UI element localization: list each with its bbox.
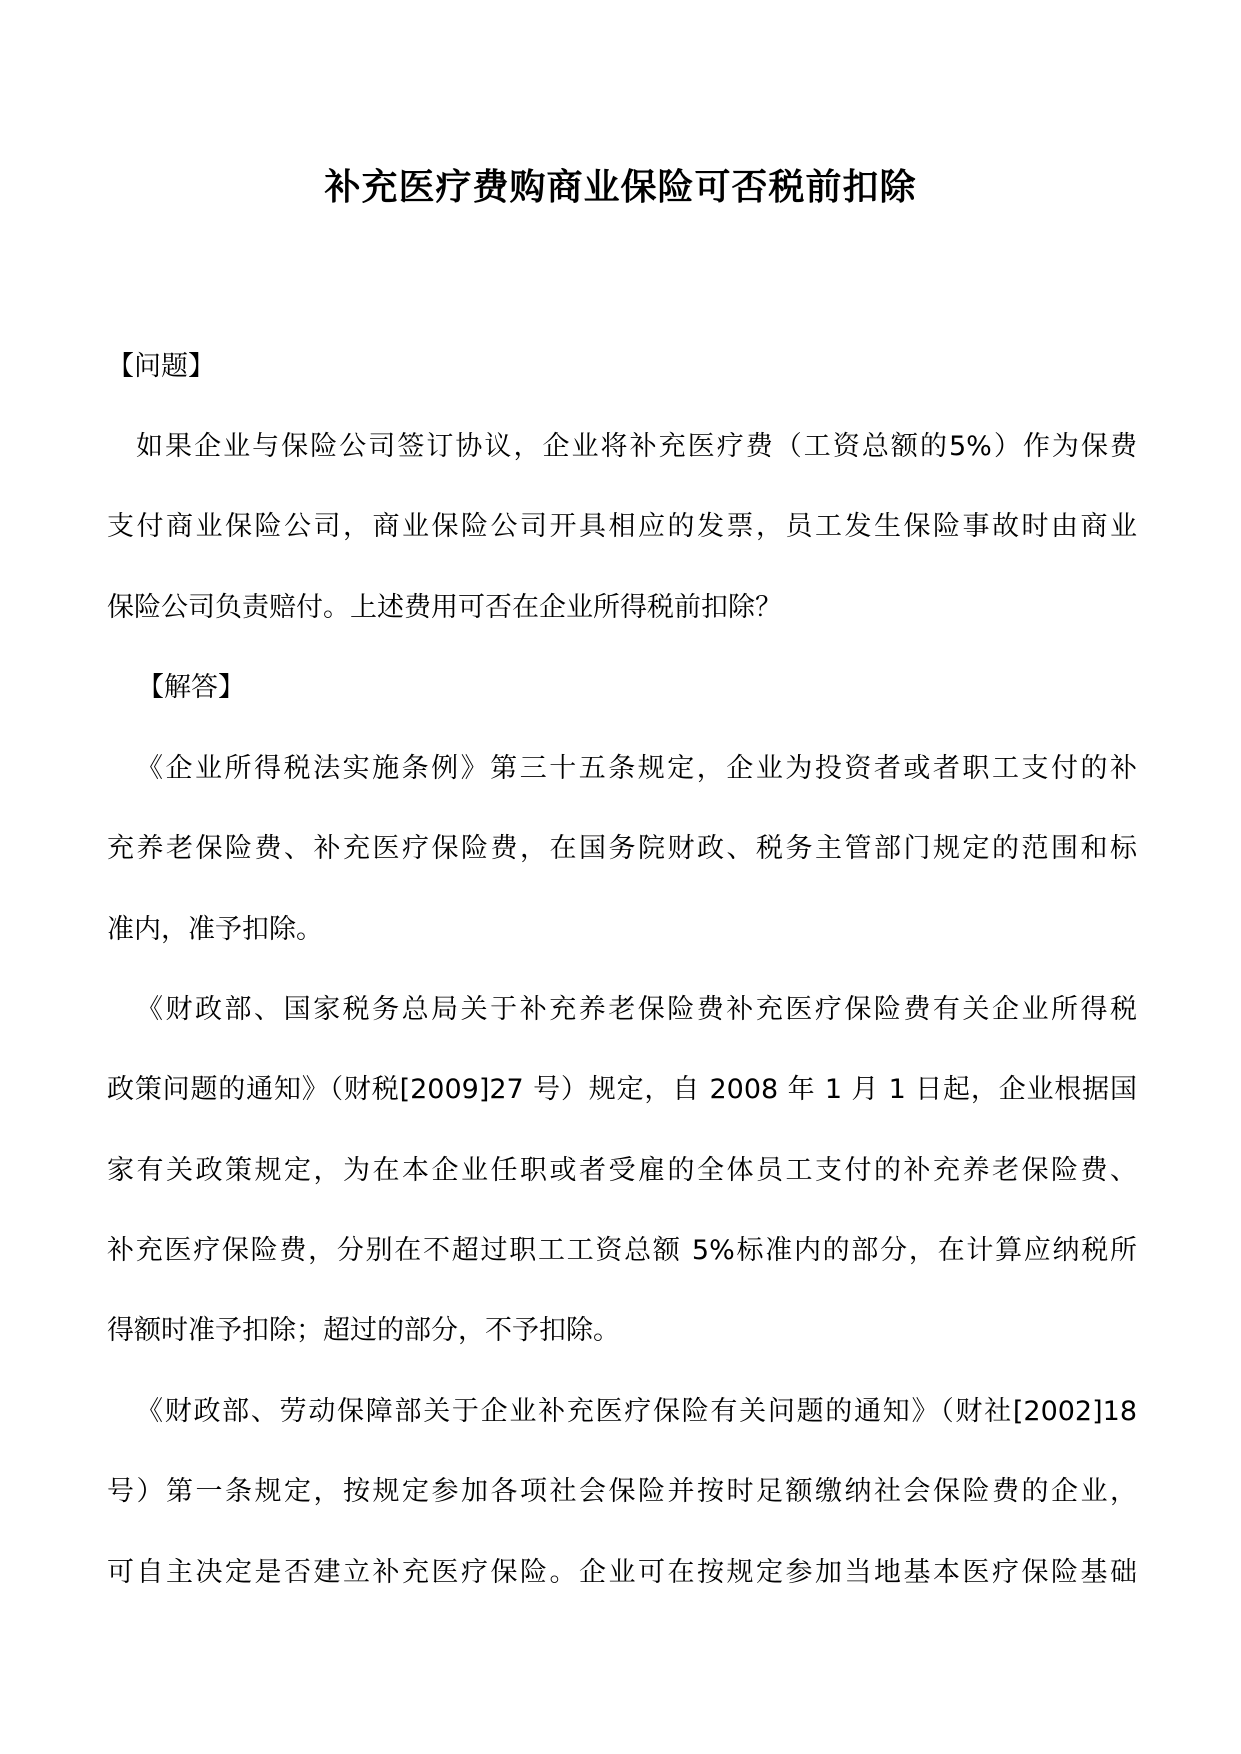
section-heading-question: 【问题】 — [107, 351, 215, 382]
document-title: 补充医疗费购商业保险可否税前扣除 — [324, 167, 917, 208]
paragraph-line: 政策问题的通知》（财税[2009]27 号）规定，自 2008 年 1 月 1 日起，企业根据国 — [107, 1074, 1137, 1105]
paragraph-line: 《企业所得税法实施条例》第三十五条规定，企业为投资者或者职工支付的补 — [136, 753, 1137, 784]
paragraph-line: 《财政部、国家税务总局关于补充养老保险费补充医疗保险费有关企业所得税 — [136, 994, 1137, 1025]
paragraph-line: 支付商业保险公司，商业保险公司开具相应的发票，员工发生保险事故时由商业 — [107, 511, 1137, 542]
paragraph-line: 得额时准予扣除；超过的部分，不予扣除。 — [107, 1315, 620, 1346]
paragraph-line: 充养老保险费、补充医疗保险费，在国务院财政、税务主管部门规定的范围和标 — [107, 833, 1137, 864]
paragraph-line: 可自主决定是否建立补充医疗保险。企业可在按规定参加当地基本医疗保险基础 — [107, 1557, 1137, 1588]
paragraph-line: 家有关政策规定，为在本企业任职或者受雇的全体员工支付的补充养老保险费、 — [107, 1155, 1137, 1186]
section-heading-answer: 【解答】 — [137, 672, 245, 703]
paragraph-line: 如果企业与保险公司签订协议，企业将补充医疗费（工资总额的5%）作为保费 — [136, 431, 1137, 462]
paragraph-line: 号）第一条规定，按规定参加各项社会保险并按时足额缴纳社会保险费的企业， — [107, 1476, 1137, 1507]
paragraph-line: 《财政部、劳动保障部关于企业补充医疗保险有关问题的通知》（财社[2002]18 — [136, 1396, 1137, 1427]
paragraph-line: 准内，准予扣除。 — [107, 914, 323, 945]
paragraph-line: 保险公司负责赔付。上述费用可否在企业所得税前扣除？ — [107, 592, 782, 623]
paragraph-line: 补充医疗保险费，分别在不超过职工工资总额 5%标准内的部分，在计算应纳税所 — [107, 1235, 1137, 1266]
